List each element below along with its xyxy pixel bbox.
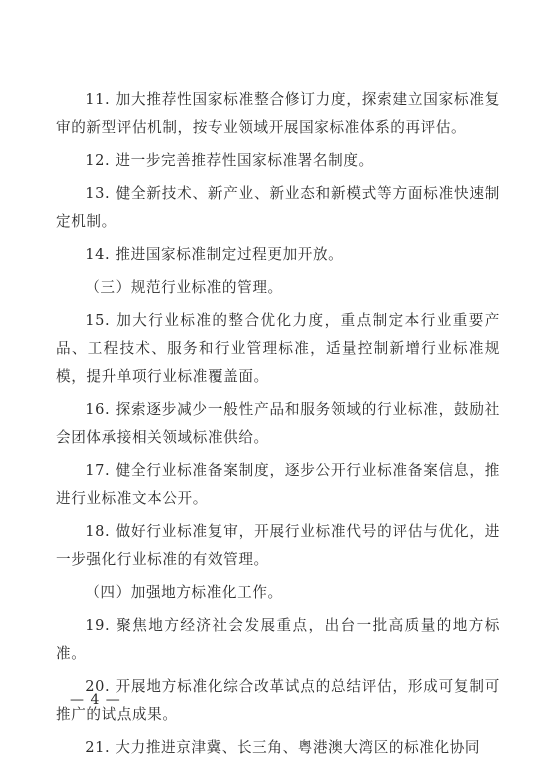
section-heading-3: （三）规范行业标准的管理。 — [85, 279, 283, 296]
page-number: — 4 — — [70, 692, 121, 708]
paragraph-11: 11. 加大推荐性国家标准整合修订力度，探索建立国家标准复审的新型评估机制，按专业领域开展国家标准体系的再评估。 — [56, 91, 500, 136]
paragraph-18: 18. 做好行业标准复审，开展行业标准代号的评估与优化，进一步强化行业标准的有效管理。 — [56, 523, 500, 568]
document-body — [56, 86, 500, 767]
paragraph-14: 14. 推进国家标准制定过程更加开放。 — [85, 246, 344, 263]
paragraph-21: 21. 大力推进京津冀、长三角、粤港澳大湾区的标准化协同 — [85, 739, 481, 756]
paragraph-20: 20. 开展地方标准化综合改革试点的总结评估，形成可复制可推广的试点成果。 — [56, 678, 500, 723]
section-heading-4: （四）加强地方标准化工作。 — [85, 584, 283, 601]
paragraph-17: 17. 健全行业标准备案制度，逐步公开行业标准备案信息，推进行业标准文本公开。 — [56, 462, 500, 507]
paragraph-19: 19. 聚焦地方经济社会发展重点，出台一批高质量的地方标准。 — [56, 617, 500, 662]
paragraph-16: 16. 探索逐步减少一般性产品和服务领域的行业标准，鼓励社会团体承接相关领域标准供给。 — [56, 401, 500, 446]
paragraph-12: 12. 进一步完善推荐性国家标准署名制度。 — [85, 152, 374, 169]
paragraph-13: 13. 健全新技术、新产业、新业态和新模式等方面标准快速制定机制。 — [56, 185, 500, 230]
paragraph-15: 15. 加大行业标准的整合优化力度，重点制定本行业重要产品、工程技术、服务和行业管理标准，适量控制新增行业标准规模，提升单项行业标准覆盖面。 — [56, 312, 500, 385]
